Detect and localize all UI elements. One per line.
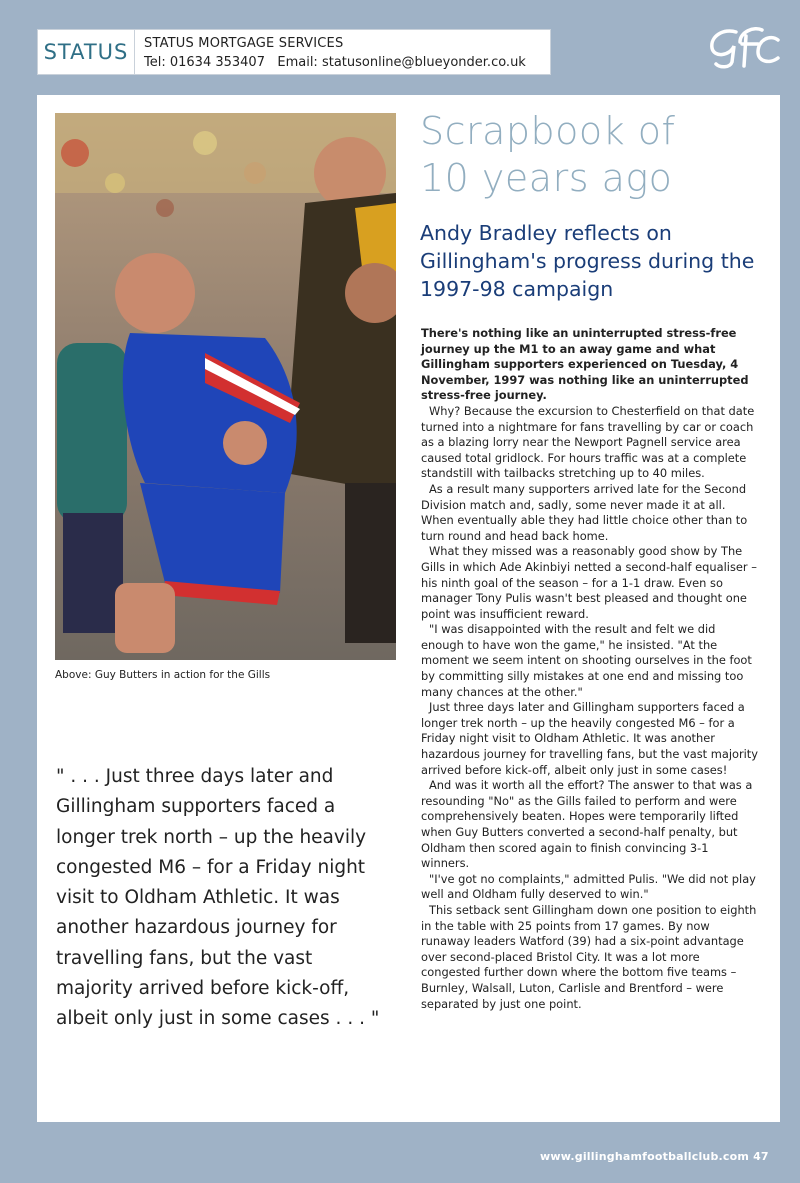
- page-title-line-1: Scrapbook of: [420, 109, 676, 153]
- status-logo: STATUS: [38, 30, 135, 74]
- page-title-line-2: 10 years ago: [420, 156, 673, 200]
- advert-company: STATUS MORTGAGE SERVICES: [144, 36, 344, 51]
- article-body: [421, 326, 759, 1012]
- article-paragraph: Just three days later and Gillingham supporters faced a longer trek north – up the heavily congested M6 – for a Friday night visit to Oldham Athletic. It was another hazardous journey for travelling fans, but the vast majority arrived before kick-off, albeit only just in some cases!: [421, 700, 759, 777]
- article-paragraph: "I've got no complaints," admitted Pulis. "We did not play well and Oldham fully deserved to win.": [421, 871, 756, 902]
- article-paragraph: And was it worth all the effort? The answer to that was a resounding "No" as the Gills failed to perform and were comprehensively beaten. Hopes were temporarily lifted when Guy Butters converted a second-half penalty, but Oldham then scored again to finish convincing 3-1 winners.: [421, 778, 753, 871]
- article-paragraph: This setback sent Gillingham down one position to eighth in the table with 25 points from 17 games. By now runaway leaders Watford (39) had a six-point advantage over second-placed Bristol City. It was a lot more congested further down where the bottom five teams – Burnley, Walsall, Luton, Carlisle and Brentford – were separated by just one point.: [421, 902, 757, 1011]
- pull-quote: " . . . Just three days later and Gillingham supporters faced a longer trek north – up the heavily congested M6 – for a Friday night visit to Oldham Athletic. It was another hazardous journey for travelling fans, but the vast majority arrived before kick-off, albeit only just in some cases . . . ": [56, 766, 380, 1030]
- guy-butters-photo: [55, 113, 396, 660]
- page-title: [420, 108, 750, 202]
- article-lead: There's nothing like an uninterrupted stress-free journey up the M1 to an away game and what Gillingham supporters experienced on Tuesday, 4 November, 1997 was nothing like an uninterrupted stress-free journey.: [421, 326, 749, 403]
- club-monogram-logo: [704, 22, 782, 72]
- photo-caption: Above: Guy Butters in action for the Gills: [55, 669, 271, 681]
- article-paragraph: What they missed was a reasonably good show by The Gills in which Ade Akinbiyi netted a second-half equaliser – his ninth goal of the season – for a 1-1 draw. Even so manager Tony Pulis wasn't best pleased and thought one point was insufficient reward.: [421, 544, 757, 621]
- article-paragraph: Why? Because the excursion to Chesterfield on that date turned into a nightmare for fans travelling by car or coach as a blazing lorry near the Newport Pagnell service area caused total gridlock. For hours traffic was at a complete standstill with tailbacks stretching up to 40 miles.: [421, 403, 755, 481]
- article-paragraph: As a result many supporters arrived late for the Second Division match and, sadly, some never made it at all. When eventually able they had little choice other than to turn round and head back home.: [421, 481, 748, 543]
- footer-url-page-number: www.gillinghamfootballclub.com 47: [540, 1150, 769, 1163]
- advert-contact: Tel: 01634 353407 Email: statusonline@blueyonder.co.uk: [144, 55, 526, 70]
- standfirst: Andy Bradley reflects on Gillingham's progress during the 1997-98 campaign: [420, 221, 755, 301]
- article-paragraph: "I was disappointed with the result and felt we did enough to have won the game," he insisted. "At the moment we seem intent on shooting ourselves in the foot by committing silly mistakes at one end and missing too many chances at the other.": [421, 622, 752, 699]
- advert-banner: [37, 29, 551, 75]
